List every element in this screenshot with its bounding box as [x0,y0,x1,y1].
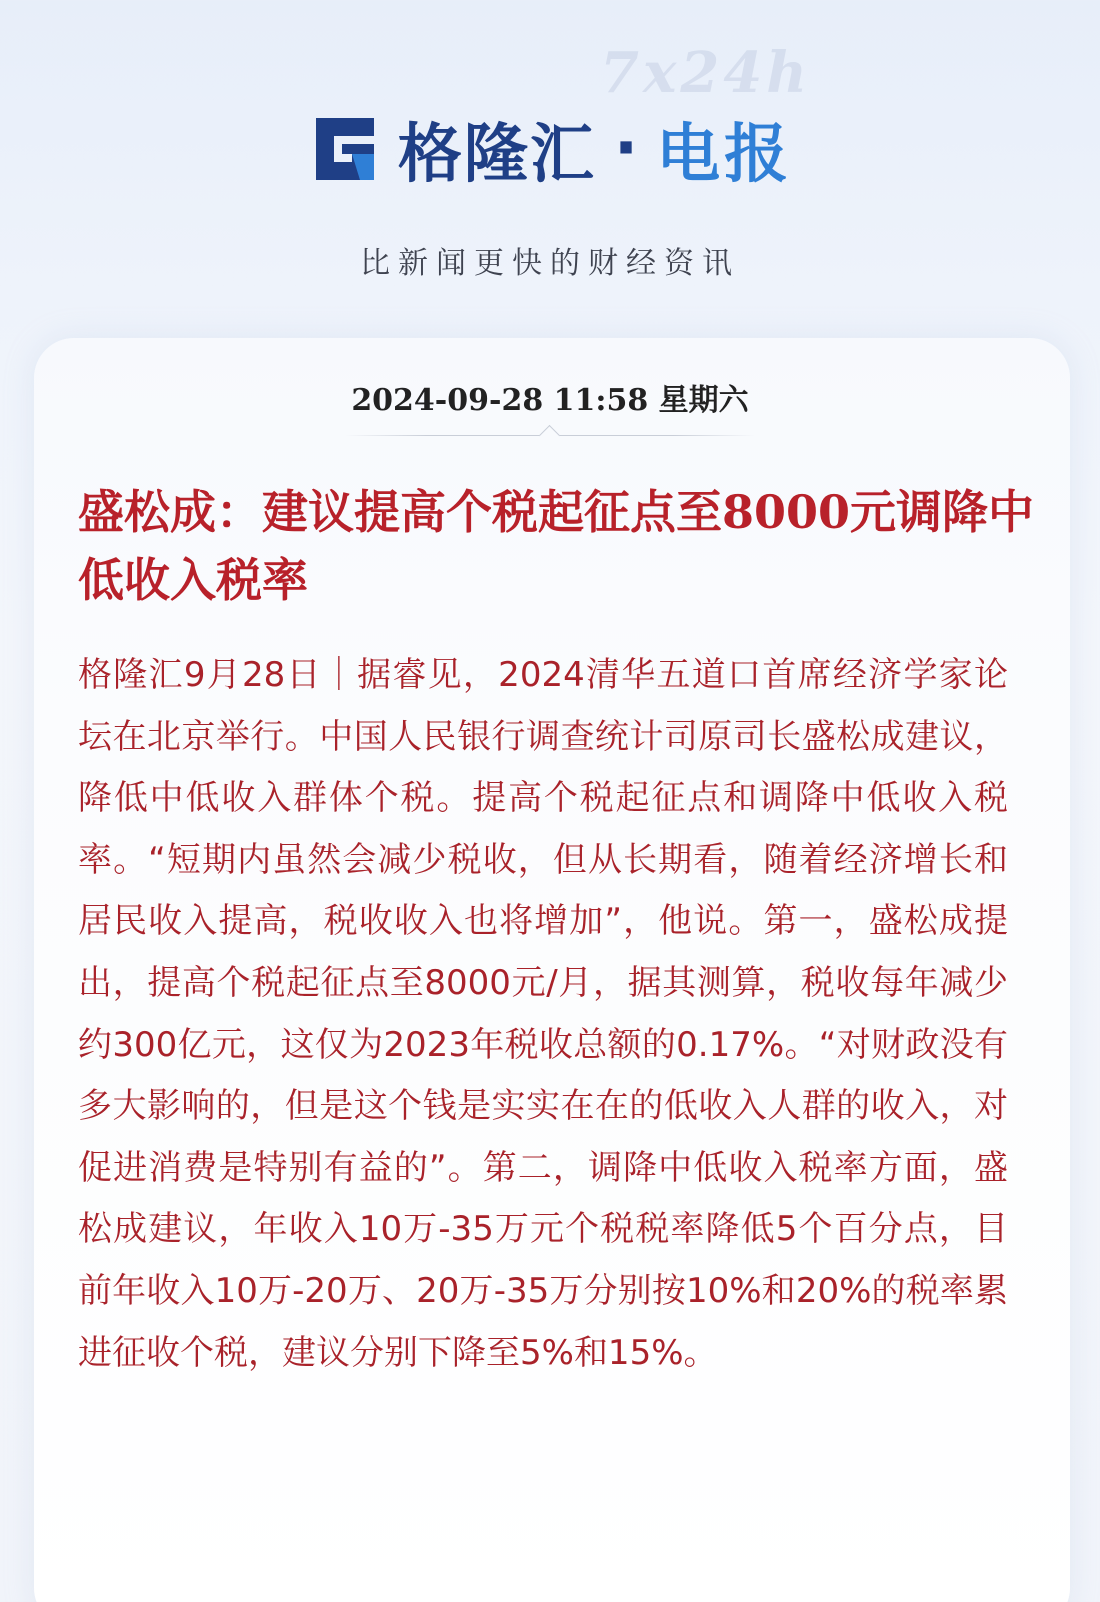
article-headline: 盛松成：建议提高个税起征点至8000元调降中低收入税率 [78,485,1035,607]
watermark-text: 7x24h [600,40,811,106]
g-logo-icon [308,112,382,186]
brand-tagline: 比新闻更快的财经资讯 [360,246,740,281]
brand-name: 格隆汇 [397,118,596,192]
logo-row [0,104,1100,194]
brand-separator: · [613,112,639,186]
article-body: 格隆汇9月28日｜据睿见，2024清华五道口首席经济学家论坛在北京举行。中国人民银行调查统计司原司长盛松成建议，降低中低收入群体个税。提高个税起征点和调降中低收入税率。“短期内虽然会减少税收，但从长期看，随着经济增长和居民收入提高，税收收入也将增加”，他说。第一，盛松成提出，提高个税起征点至8000元/月，据其测算，税收每年减少约300亿元，这仅为2023年税收总额的0.17%。“对财政没有多大影响的，但是这个钱是实实在在的低收入人群的收入，对促进消费是特别有益的”。第二，调降中低收入税率方面，盛松成建议，年收入10万-35万元个税税率降低5个百分点，目前年收入10万-20万、20万-35万分别按10%和20%的税率累进征收个税，建议分别下降至5%和15%。 [78,655,1008,1373]
article-datetime: 2024-09-28 11:58 星期六 [351,383,749,418]
brand-product: 电报 [656,118,793,192]
brand-header [0,104,1100,282]
